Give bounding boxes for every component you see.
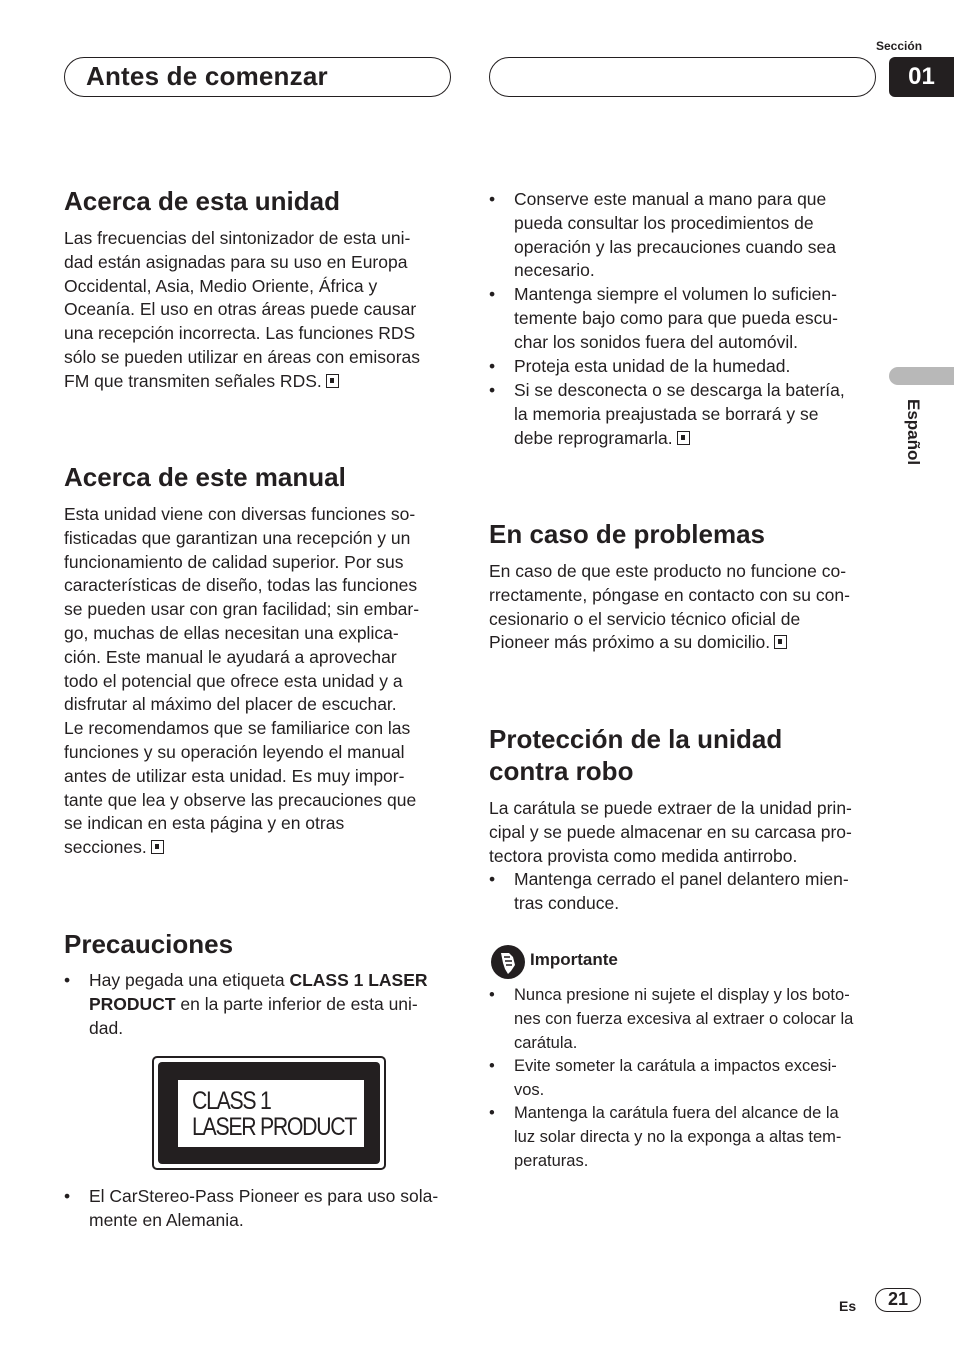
text-line: características de diseño, todas las funciones [64,575,418,596]
end-mark-icon [326,374,339,388]
side-language-label: Español [904,399,923,466]
seccion-number: 01 [889,57,954,97]
text-line: luz solar directa y no la exponga a altas tem- [514,1127,842,1146]
bullet-dot: • [489,1104,495,1122]
text-line: mente en Alemania. [89,1209,244,1230]
text-line: una recepción incorrecta. Las funciones RDS [64,323,416,344]
end-mark-icon [677,431,690,445]
text-fragment: en la parte inferior de esta uni- [175,993,418,1014]
text-line-with-end-mark [64,370,420,394]
text-line: temente bajo como para que pueda escu- [514,307,838,328]
text-line: dad están asignadas para su uso en Europa [64,251,408,272]
list-item-text [514,355,790,379]
footer-language-code: Es [839,1298,857,1314]
text-line: tectora provista como medida antirrobo. [489,845,798,866]
text-line: todo el potencial que ofrece esta unidad y a [64,670,403,691]
text-line: El CarStereo-Pass Pioneer es para uso sola- [89,1186,439,1206]
text-line: go, muchas de ellas necesitan una explica- [64,622,399,643]
section-title: Antes de comenzar [86,61,328,91]
text-line: funcionamiento de calidad superior. Por sus [64,551,404,572]
text-line: peraturas. [514,1151,589,1170]
text-line: secciones. [64,837,147,858]
side-language-tab [889,367,954,385]
text-line: fisticadas que garantizan una recepción y un [64,527,411,548]
text-line-with-end-mark [64,836,419,860]
text-line: La carátula se puede extraer de la unidad prin- [489,798,852,818]
class1-laser-label [152,1056,386,1170]
end-mark-icon [774,635,787,649]
text-line: Occidental, Asia, Medio Oriente, África y [64,275,378,296]
list-item-text [514,379,845,450]
heading-precauciones: Precauciones [64,929,234,959]
text-line: Si se desconecta o se descarga la batería, [514,380,845,400]
text-line: tante que lea y observe las precauciones que [64,789,417,810]
text-line: carátula. [514,1033,578,1052]
text-line: Nunca presione ni sujete el display y los boto- [514,986,850,1004]
text-line: Pioneer más próximo a su domicilio. [489,632,771,653]
bullet-dot: • [489,869,496,889]
end-mark-icon [151,840,164,854]
acerca-manual-text [64,503,419,860]
bullet-dot: • [489,189,496,209]
text-line: Mantenga cerrado el panel delantero mien- [514,869,849,889]
text-line: cipal y se puede almacenar en su carcasa pro- [489,821,852,842]
text-line: antes de utilizar esta unidad. Es muy impor- [64,765,405,786]
text-line [89,969,428,993]
list-item-text [514,283,838,354]
problemas-text [489,560,850,655]
text-line: FM que transmiten señales RDS. [64,370,322,391]
important-label: Importante [530,950,618,969]
bullet-dot: • [64,1186,71,1206]
bullet-dot: • [489,356,496,376]
bullet-dot: • [489,986,495,1004]
text-bold: PRODUCT [89,993,176,1014]
heading-proteccion-line2: contra robo [489,756,634,786]
text-line: dad. [89,1017,124,1038]
bullet-dot: • [489,1057,495,1075]
text-line: Las frecuencias del sintonizador de esta uni- [64,228,411,248]
text-line: Conserve este manual a mano para que [514,189,827,209]
text-line: se indican en esta página y en otras [64,813,345,834]
text-line: se pueden usar con gran facilidad; sin embar- [64,599,420,620]
text-line: Mantenga siempre el volumen lo suficien- [514,284,837,304]
section-header-empty-pill [489,57,876,97]
page-number: 21 [875,1288,921,1312]
heading-problemas: En caso de problemas [489,519,765,549]
heading-acerca-manual: Acerca de este manual [64,462,346,492]
list-item-text [514,984,853,1055]
text-line: ción. Este manual le ayudará a aprovechar [64,646,397,667]
bullet-dot: • [64,970,71,990]
text-line: Esta unidad viene con diversas funciones so- [64,504,416,524]
heading-acerca-unidad: Acerca de esta unidad [64,186,340,216]
text-line: necesario. [514,260,595,281]
text-line: debe reprogramarla. [514,427,673,448]
text-bold: CLASS 1 LASER [289,970,428,990]
bullet-dot: • [489,284,496,304]
text-line: pueda consultar los procedimientos de [514,212,814,233]
laser-label-line2: LASER PRODUCT [192,1113,357,1141]
text-line: Le recomendamos que se familiarice con las [64,718,411,739]
list-item-text [514,1055,837,1103]
text-line: funciones y su operación leyendo el manual [64,741,405,762]
text-fragment: Hay pegada una etiqueta [89,970,290,990]
laser-label-line1: CLASS 1 [192,1087,271,1115]
hand-glyph [491,945,525,979]
text-line: cesionario o el servicio técnico oficial de [489,608,801,629]
text-line: En caso de que este producto no funcione co- [489,561,847,581]
text-line: operación y las precauciones cuando sea [514,236,837,257]
text-line: sólo se pueden utilizar en áreas con emisoras [64,346,421,367]
bullet-dot: • [489,380,496,400]
text-line-with-end-mark [489,631,850,655]
important-hand-icon [491,945,525,979]
text-line [89,993,428,1017]
text-line: Oceanía. El uso en otras áreas puede causar [64,299,417,320]
seccion-label: Sección [876,39,923,53]
list-item-text [89,969,428,1040]
text-line: char los sonidos fuera del automóvil. [514,331,799,352]
list-item-text [89,1185,438,1233]
text-line-with-end-mark [514,427,845,451]
list-item-text [514,188,836,283]
text-line: tras conduce. [514,892,620,913]
text-line: Mantenga la carátula fuera del alcance de la [514,1104,839,1122]
text-line: Evite someter la carátula a impactos excesi- [514,1057,837,1075]
text-line: vos. [514,1080,545,1099]
text-line: rrectamente, póngase en contacto con su con- [489,584,850,605]
heading-proteccion-line1: Protección de la unidad [489,724,783,754]
text-line: disfrutar al máximo del placer de escuchar. [64,694,397,715]
list-item-text [514,1102,841,1173]
text-line: la memoria preajustada se borrará y se [514,403,819,424]
proteccion-text [489,797,852,868]
text-line: nes con fuerza excesiva al extraer o colocar la [514,1009,854,1028]
text-line: Proteja esta unidad de la humedad. [514,356,791,376]
acerca-unidad-text [64,227,420,394]
list-item-text [514,868,849,916]
